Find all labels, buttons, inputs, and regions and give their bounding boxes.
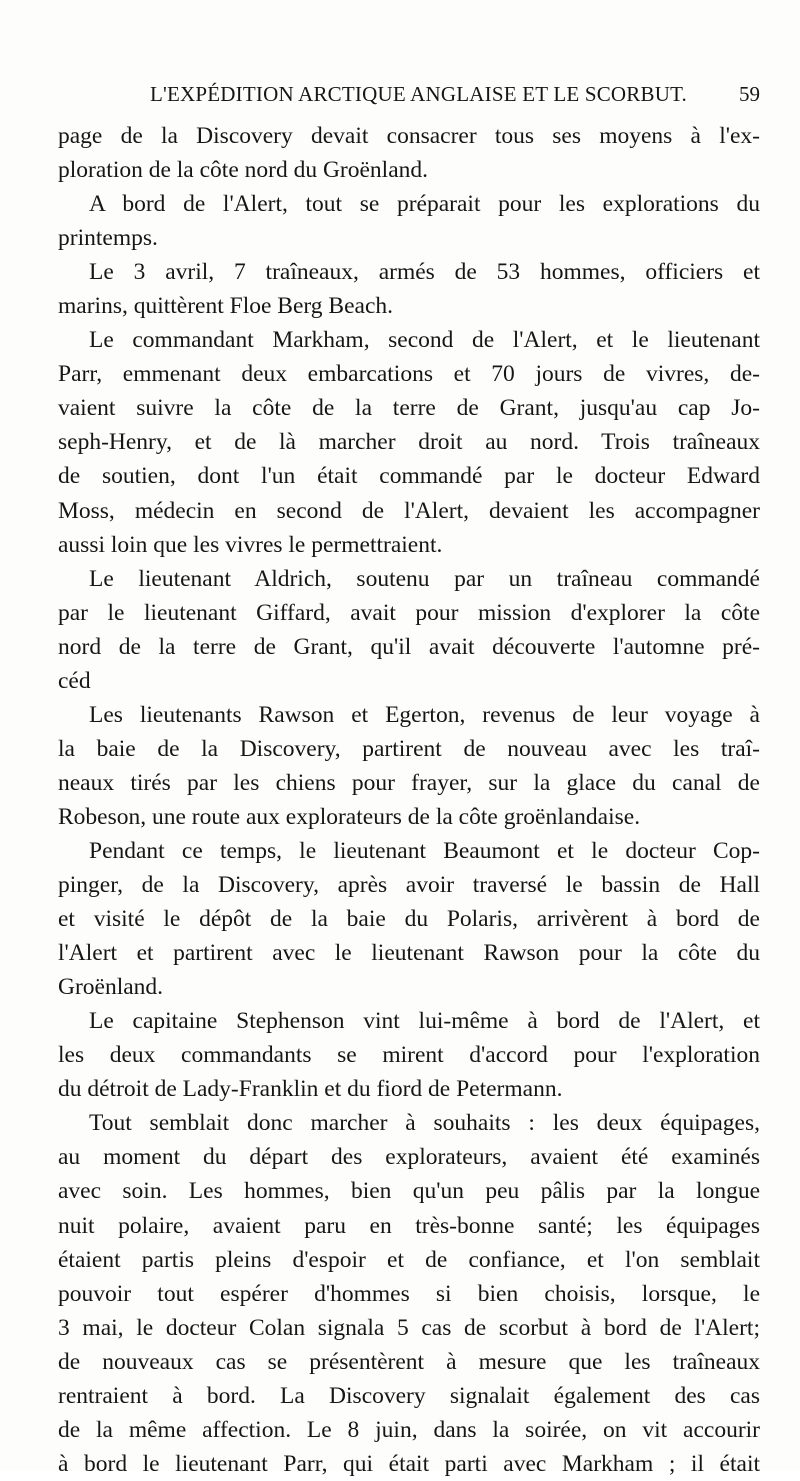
text-line: rentraient à bord. La Discovery signalait également des cas (58, 1382, 760, 1409)
text-line: par le lieutenant Giffard, avait pour mission d'explorer la côte (58, 599, 760, 626)
text-line: seph-Henry, et de là marcher droit au nord. Trois traîneaux (58, 429, 760, 456)
text-line: neaux tirés par les chiens pour frayer, sur la glace du canal de (58, 769, 760, 796)
text-line: Robeson, une route aux explorateurs de la côte groënlandaise. (58, 803, 641, 830)
body-text (58, 119, 760, 1481)
text-line: nord de la terre de Grant, qu'il avait découverte l'automne pré- (58, 633, 760, 660)
text-line: pinger, de la Discovery, après avoir traversé le bassin de Hall (58, 872, 760, 899)
running-title: L'EXPÉDITION ARCTIQUE ANGLAISE ET LE SCORBUT. (150, 82, 687, 106)
text-line: céd (58, 667, 91, 694)
page-number: 59 (739, 82, 760, 106)
text-line: printemps. (58, 225, 158, 252)
running-head (58, 82, 760, 112)
text-line: nuit polaire, avaient paru en très-bonne santé; les équipages (58, 1212, 760, 1239)
text-line: ploration de la côte nord du Groënland. (58, 157, 429, 184)
text-line: au moment du départ des explorateurs, avaient été examinés (58, 1144, 760, 1171)
text-line: vaient suivre la côte de la terre de Grant, jusqu'au cap Jo- (58, 395, 760, 422)
text-line: A bord de l'Alert, tout se préparait pour les explorations du (89, 191, 760, 218)
text-line: du détroit de Lady-Franklin et du fiord de Petermann. (58, 1076, 563, 1103)
text-line: à bord le lieutenant Parr, qui était parti avec Markham ; il était (58, 1450, 760, 1477)
text-line: aussi loin que les vivres le permettraient. (58, 531, 443, 558)
text-line: et visité le dépôt de la baie du Polaris, arrivèrent à bord de (58, 906, 760, 933)
text-line: avec soin. Les hommes, bien qu'un peu pâlis par la longue (58, 1178, 760, 1205)
text-line: Le commandant Markham, second de l'Alert, et le lieutenant (89, 327, 760, 354)
text-line: marins, quittèrent Floe Berg Beach. (58, 293, 394, 320)
text-line: pouvoir tout espérer d'hommes si bien choisis, lorsque, le (58, 1280, 760, 1307)
text-line: de la même affection. Le 8 juin, dans la soirée, on vit accourir (58, 1416, 760, 1443)
text-line: Parr, emmenant deux embarcations et 70 jours de vivres, de- (58, 361, 760, 388)
text-line: étaient partis pleins d'espoir et de confiance, et l'on semblait (58, 1246, 760, 1273)
text-line: de soutien, dont l'un était commandé par le docteur Edward (58, 463, 760, 490)
text-line: page de la Discovery devait consacrer tous ses moyens à l'ex- (58, 123, 760, 149)
text-line: Les lieutenants Rawson et Egerton, revenus de leur voyage à (89, 701, 760, 728)
text-line: 3 mai, le docteur Colan signala 5 cas de scorbut à bord de l'Alert; (58, 1314, 760, 1341)
text-line: de nouveaux cas se présentèrent à mesure que les traîneaux (58, 1348, 760, 1375)
text-line: Le lieutenant Aldrich, soutenu par un traîneau commandé (89, 565, 760, 592)
text-line: Tout semblait donc marcher à souhaits : les deux équipages, (89, 1110, 760, 1137)
text-line: les deux commandants se mirent d'accord pour l'exploration (58, 1042, 760, 1069)
text-line: Groënland. (58, 974, 164, 1001)
text-line: Pendant ce temps, le lieutenant Beaumont et le docteur Cop- (89, 837, 760, 864)
text-line: la baie de la Discovery, partirent de nouveau avec les traî- (58, 735, 760, 762)
text-line: Le capitaine Stephenson vint lui-même à bord de l'Alert, et (89, 1008, 760, 1035)
text-line: Moss, médecin en second de l'Alert, devaient les accompagner (58, 497, 760, 524)
text-line: Le 3 avril, 7 traîneaux, armés de 53 hommes, officiers et (89, 259, 760, 286)
text-line: l'Alert et partirent avec le lieutenant Rawson pour la côte du (58, 940, 760, 967)
